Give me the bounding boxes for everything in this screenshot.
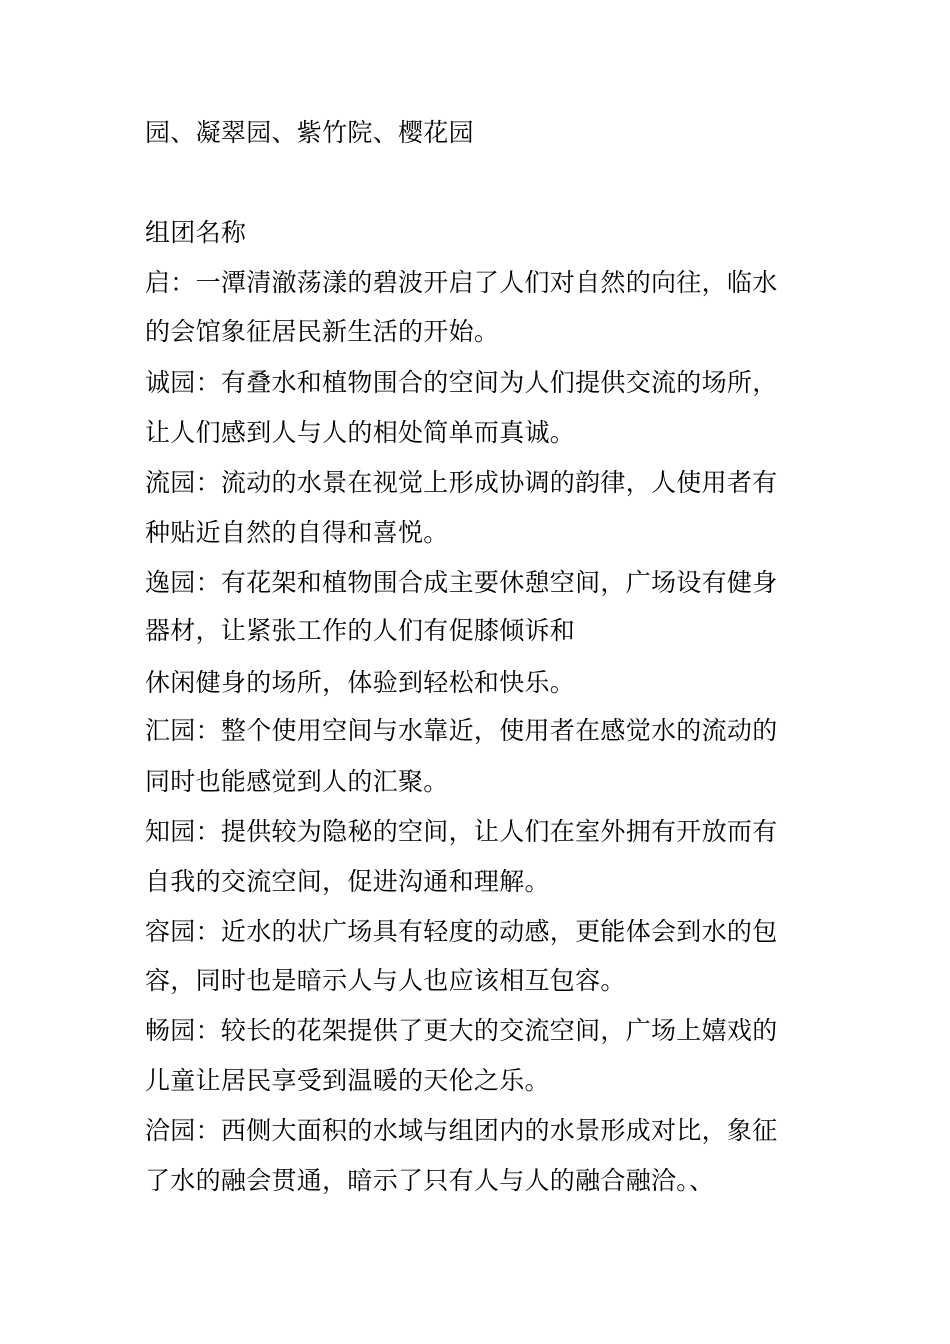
text-line: 洽园：西侧大面积的水域与组团内的水景形成对比，象征 bbox=[145, 1116, 778, 1145]
text-line: 的会馆象征居民新生活的开始。 bbox=[145, 317, 500, 346]
text-line: 自我的交流空间，促进沟通和理解。 bbox=[145, 867, 550, 896]
text-line: 流园：流动的水景在视觉上形成协调的韵律，人使用者有 bbox=[145, 468, 778, 497]
text-line: 儿童让居民享受到温暖的天伦之乐。 bbox=[145, 1066, 550, 1095]
text-line: 器材，让紧张工作的人们有促膝倾诉和 bbox=[145, 616, 576, 645]
text-line: 让人们感到人与人的相处简单而真诚。 bbox=[145, 418, 576, 447]
text-line: 逸园：有花架和植物围合成主要休憩空间，广场设有健身 bbox=[145, 568, 778, 597]
text-line: 启：一潭清澈荡漾的碧波开启了人们对自然的向往，临水 bbox=[145, 268, 778, 297]
text-line: 汇园：整个使用空间与水靠近，使用者在感觉水的流动的 bbox=[145, 716, 778, 745]
text-line: 诚园：有叠水和植物围合的空间为人们提供交流的场所， bbox=[145, 368, 778, 397]
text-line: 知园：提供较为隐秘的空间，让人们在室外拥有开放而有 bbox=[145, 817, 778, 846]
text-line: 种贴近自然的自得和喜悦。 bbox=[145, 518, 449, 547]
text-line: 休闲健身的场所，体验到轻松和快乐。 bbox=[145, 668, 576, 697]
text-line: 了水的融会贯通，暗示了只有人与人的融合融洽。、 bbox=[145, 1166, 715, 1195]
section-heading: 组团名称 bbox=[145, 218, 247, 247]
text-line: 畅园：较长的花架提供了更大的交流空间，广场上嬉戏的 bbox=[145, 1016, 778, 1045]
text-line: 容园：近水的状广场具有轻度的动感，更能体会到水的包 bbox=[145, 917, 778, 946]
text-line: 同时也能感觉到人的汇聚。 bbox=[145, 767, 449, 796]
text-line-garden-list: 园、凝翠园、紫竹院、樱花园 bbox=[145, 118, 474, 147]
text-line: 容，同时也是暗示人与人也应该相互包容。 bbox=[145, 966, 626, 995]
